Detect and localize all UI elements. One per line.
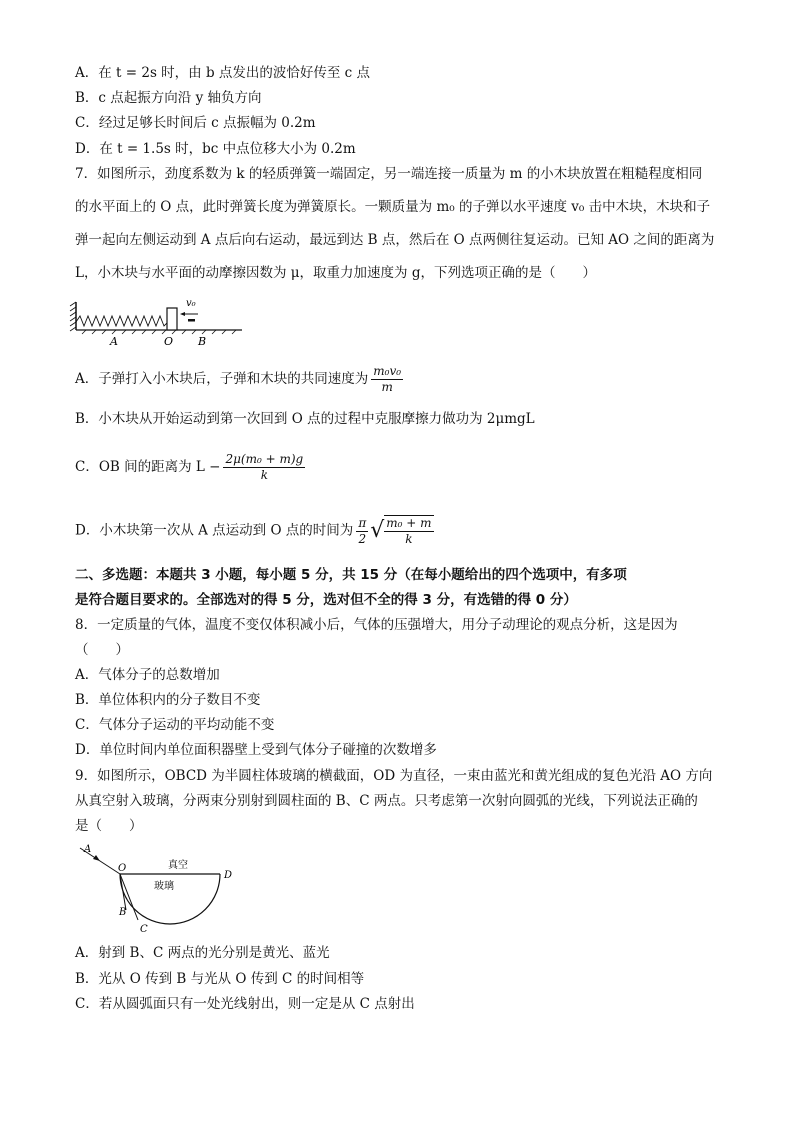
section2-heading-line2: 是符合题目要求的。全部选对的得 5 分，选对但不全的得 3 分，有选错的得 0 分） [75, 592, 577, 608]
q7-option-c-text: C．OB 间的距离为 L − [75, 459, 221, 475]
q9-fig-label-glass: 玻璃 [154, 881, 174, 892]
q7-option-a [75, 364, 403, 395]
q9-fig-label-c: C [140, 924, 148, 935]
q6-option-d: D．在 t = 1.5s 时，bc 中点位移大小为 0.2m [75, 141, 356, 157]
q9-stem-line1: 9．如图所示，OBCD 为半圆柱体玻璃的横截面，OD 为直径，一束由蓝光和黄光组成的复色光沿 AO 方向 [75, 768, 713, 784]
q7-fig-label-a: A [110, 335, 118, 348]
q7-option-a-text: A．子弹打入小木块后，子弹和木块的共同速度为 [75, 371, 369, 387]
q7-option-c-fraction [223, 452, 305, 483]
q9-fig-label-d: D [224, 870, 233, 881]
q6-option-b: B．c 点起振方向沿 y 轴负方向 [75, 90, 262, 106]
q7-option-d-coef-num: π [358, 515, 367, 530]
q9-fig-label-a: A [84, 844, 92, 855]
q9-fig-label-o: O [118, 863, 127, 874]
q6-option-c: C．经过足够长时间后 c 点振幅为 0.2m [75, 115, 316, 131]
q9-stem-line3: 是（ ） [75, 818, 143, 834]
q7-option-c-num: 2μ(m₀ + m)g [225, 452, 304, 466]
q7-option-a-den: m [381, 380, 393, 394]
q8-option-a: A．气体分子的总数增加 [75, 667, 220, 683]
q8-option-b: B．单位体积内的分子数目不变 [75, 692, 261, 708]
q7-option-d-coef-den: 2 [358, 531, 367, 546]
q9-fig-label-vacuum: 真空 [168, 860, 188, 871]
q9-glass-figure [70, 840, 245, 940]
section2-heading-line1: 二、多选题：本题共 3 小题，每小题 5 分，共 15 分（在每小题给出的四个选项中，有多项 [75, 567, 627, 583]
q7-stem-line3: 弹一起向左侧运动到 A 点后向右运动，最远到达 B 点，然后在 O 点两侧往复运动。已知 AO 之间的距离为 [75, 232, 715, 248]
q7-option-a-num: m₀v₀ [373, 364, 402, 378]
q9-option-b: B．光从 O 传到 B 与光从 O 传到 C 的时间相等 [75, 971, 365, 987]
q7-fig-label-v0: v₀ [186, 298, 196, 309]
q7-stem-line4: L，小木块与水平面的动摩擦因数为 μ，取重力加速度为 g，下列选项正确的是（ ） [75, 265, 596, 281]
q9-fig-label-b: B [119, 907, 127, 918]
q8-stem-line1: 8．一定质量的气体，温度不变仅体积减小后，气体的压强增大，用分子动理论的观点分析，这是因为 [75, 617, 678, 633]
q7-fig-label-b: B [198, 335, 207, 348]
q8-option-d: D．单位时间内单位面积器壁上受到气体分子碰撞的次数增多 [75, 742, 437, 758]
q7-option-a-fraction [371, 364, 403, 395]
q6-option-a: A．在 t = 2s 时，由 b 点发出的波恰好传至 c 点 [75, 65, 371, 81]
q7-spring-figure [70, 292, 250, 350]
q9-option-c: C．若从圆弧面只有一处光线射出，则一定是从 C 点射出 [75, 996, 415, 1012]
q7-option-d-rad-num: m₀ + m [386, 516, 432, 530]
q7-option-c-den: k [260, 468, 268, 482]
q7-option-d [75, 515, 434, 547]
q9-option-a: A．射到 B、C 两点的光分别是黄光、蓝光 [75, 945, 330, 961]
q8-stem-line2: （ ） [75, 642, 129, 658]
q7-stem-line1: 7．如图所示，劲度系数为 k 的轻质弹簧一端固定，另一端连接一质量为 m 的小木块放置在粗糙程度相同 [75, 166, 703, 182]
q7-option-d-rad-den: k [405, 532, 413, 546]
q7-option-b: B．小木块从开始运动到第一次回到 O 点的过程中克服摩擦力做功为 2μmgL [75, 411, 535, 427]
q7-option-d-radicand [384, 515, 433, 547]
q7-fig-label-o: O [164, 335, 174, 348]
q8-option-c: C．气体分子运动的平均动能不变 [75, 717, 275, 733]
q7-stem-line2: 的水平面上的 O 点，此时弹簧长度为弹簧原长。一颗质量为 m₀ 的子弹以水平速度 v₀ 击中木块，木块和子 [75, 199, 711, 215]
q7-option-c [75, 452, 305, 483]
q7-option-d-text: D．小木块第一次从 A 点运动到 O 点的时间为 [75, 522, 354, 539]
q9-stem-line2: 从真空射入玻璃，分两束分别射到圆柱面的 B、C 两点。只考虑第一次射向圆弧的光线，下列说法正确的 [75, 793, 698, 809]
q7-option-d-sqrt: √ [370, 518, 385, 543]
q7-option-d-coef [356, 516, 368, 547]
